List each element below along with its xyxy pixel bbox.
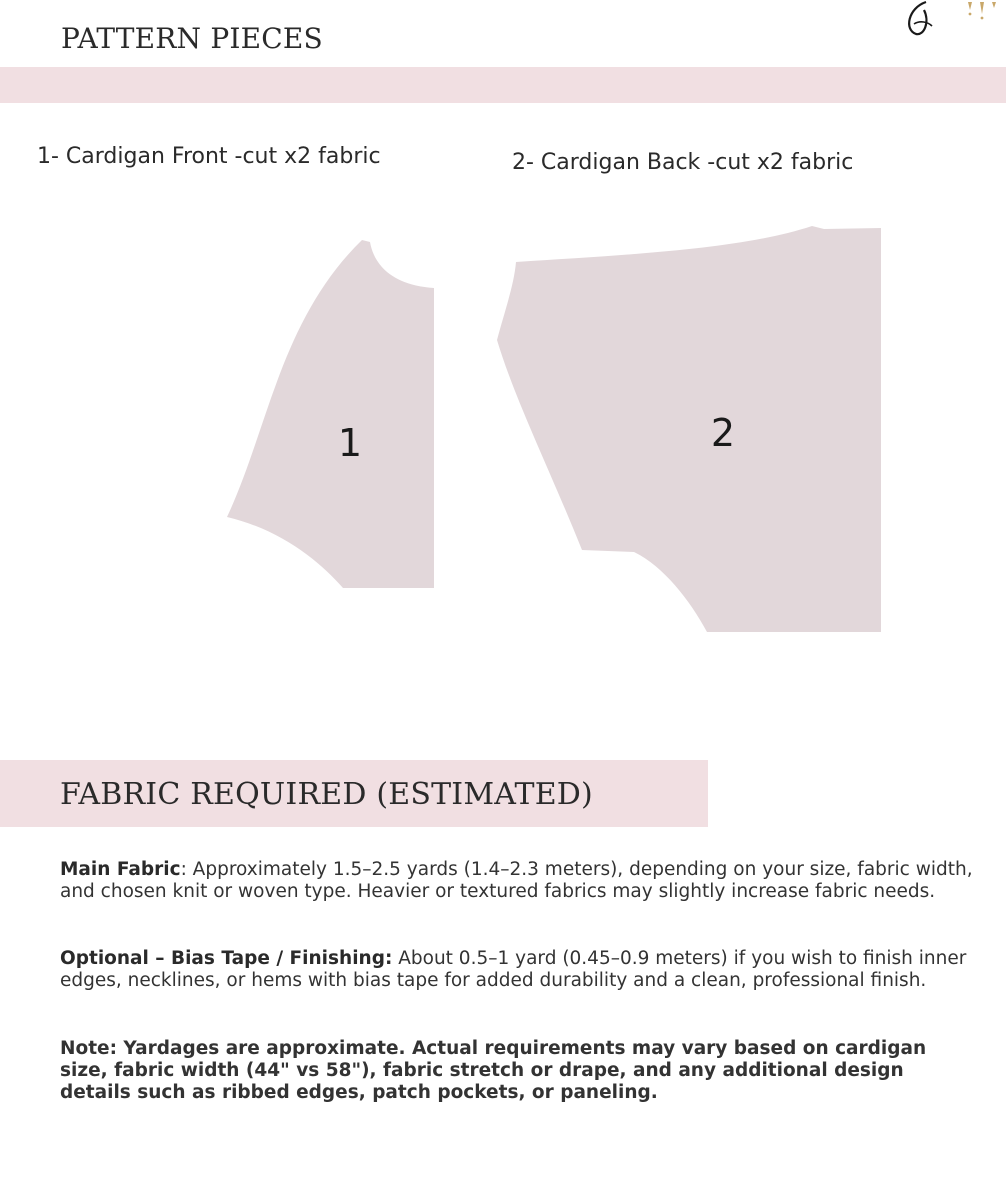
note-paragraph: Note: Yardages are approximate. Actual requirements may vary based on cardigan size, fabric width (44" vs 58"), fabric stretch or drape, and any additional design details such as ribbed edges, patch pockets, or paneling. — [60, 1038, 927, 1103]
optional-fabric-paragraph — [60, 948, 980, 992]
optional-fabric-text: About 0.5–1 yard (0.45–0.9 meters) if you wish to finish inner edges, necklines, or hems with bias tape for added durability and a clean, professional finish. — [60, 948, 967, 991]
pattern-piece-front — [227, 240, 434, 588]
fabric-section-title: FABRIC REQUIRED (ESTIMATED) — [60, 777, 593, 812]
piece-number-2: 2 — [710, 411, 736, 455]
piece-label-back: 2- Cardigan Back -cut x2 fabric — [512, 150, 854, 175]
page-title: PATTERN PIECES — [61, 22, 323, 55]
piece-label-front: 1- Cardigan Front -cut x2 fabric — [37, 144, 381, 169]
main-fabric-text: : Approximately 1.5–2.5 yards (1.4–2.3 meters), depending on your size, fabric width, and chosen knit or woven type. Heavier or textured fabrics may slightly increase fabric needs. — [60, 859, 973, 902]
piece-number-1: 1 — [337, 421, 363, 465]
pattern-piece-back — [497, 226, 881, 632]
main-fabric-label: Main Fabric — [60, 859, 181, 880]
optional-fabric-label: Optional – Bias Tape / Finishing: — [60, 948, 393, 969]
main-fabric-paragraph — [60, 859, 980, 903]
